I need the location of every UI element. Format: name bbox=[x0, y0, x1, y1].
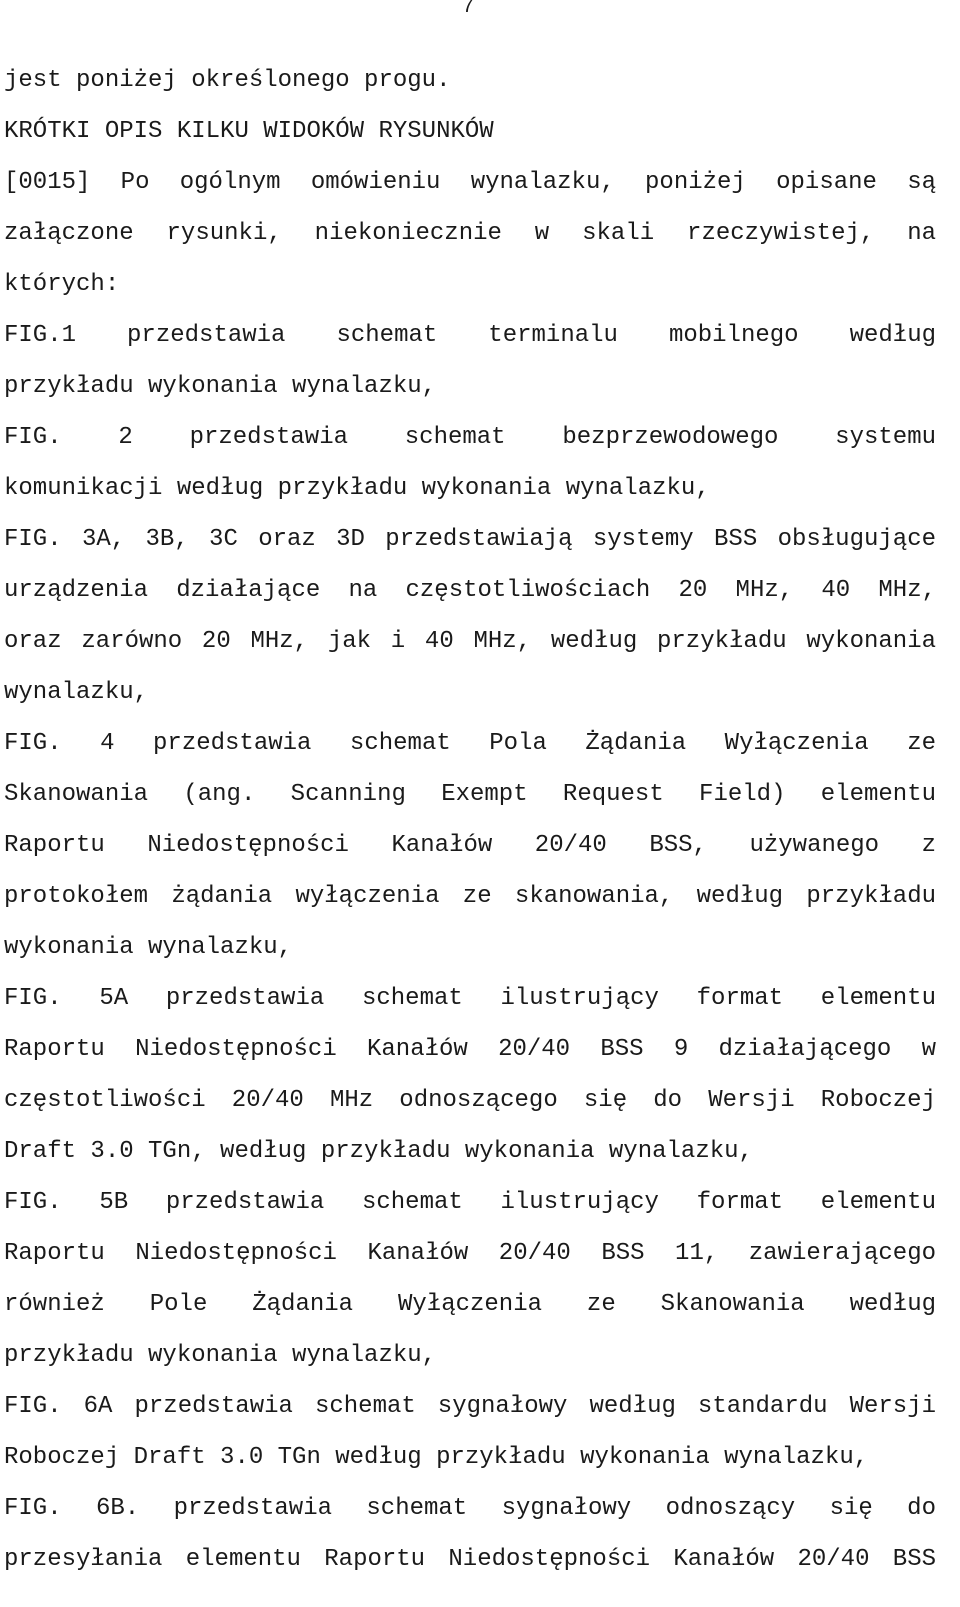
text-line: Raportu Niedostępności Kanałów 20/40 BSS, używanego z bbox=[4, 832, 936, 859]
text-line: przykładu wykonania wynalazku, bbox=[4, 373, 437, 400]
text-line: KRÓTKI OPIS KILKU WIDOKÓW RYSUNKÓW bbox=[4, 118, 494, 145]
text-line: wykonania wynalazku, bbox=[4, 934, 293, 961]
text-line: częstotliwości 20/40 MHz odnoszącego się do Wersji Roboczej bbox=[4, 1087, 936, 1114]
text-line: FIG. 5A przedstawia schemat ilustrujący format elementu bbox=[4, 985, 936, 1012]
text-line: FIG. 6B. przedstawia schemat sygnałowy odnoszący się do bbox=[4, 1495, 936, 1522]
text-line: komunikacji według przykładu wykonania wynalazku, bbox=[4, 475, 710, 502]
text-line: FIG.1 przedstawia schemat terminalu mobilnego według bbox=[4, 322, 936, 349]
text-line: Skanowania (ang. Scanning Exempt Request Field) elementu bbox=[4, 781, 936, 808]
text-line: również Pole Żądania Wyłączenia ze Skanowania według bbox=[4, 1291, 936, 1318]
text-line: oraz zarówno 20 MHz, jak i 40 MHz, według przykładu wykonania bbox=[4, 628, 936, 655]
text-line: których: bbox=[4, 271, 120, 298]
text-line: Raportu Niedostępności Kanałów 20/40 BSS 11, zawierającego bbox=[4, 1240, 936, 1267]
text-line: FIG. 3A, 3B, 3C oraz 3D przedstawiają systemy BSS obsługujące bbox=[4, 526, 936, 553]
text-line: protokołem żądania wyłączenia ze skanowania, według przykładu bbox=[4, 883, 936, 910]
text-line: urządzenia działające na częstotliwościach 20 MHz, 40 MHz, bbox=[4, 577, 936, 604]
text-line: FIG. 4 przedstawia schemat Pola Żądania Wyłączenia ze bbox=[4, 730, 936, 757]
text-line: FIG. 5B przedstawia schemat ilustrujący format elementu bbox=[4, 1189, 936, 1216]
text-line: wynalazku, bbox=[4, 679, 149, 706]
text-line: Draft 3.0 TGn, według przykładu wykonania wynalazku, bbox=[4, 1138, 753, 1165]
text-line: przykładu wykonania wynalazku, bbox=[4, 1342, 437, 1369]
text-line: jest poniżej określonego progu. bbox=[4, 67, 451, 94]
page-number: 7 bbox=[462, 0, 475, 19]
text-line: FIG. 2 przedstawia schemat bezprzewodowego systemu bbox=[4, 424, 936, 451]
text-line: FIG. 6A przedstawia schemat sygnałowy według standardu Wersji bbox=[4, 1393, 936, 1420]
text-line: Roboczej Draft 3.0 TGn według przykładu wykonania wynalazku, bbox=[4, 1444, 869, 1471]
text-line: Raportu Niedostępności Kanałów 20/40 BSS 9 działającego w bbox=[4, 1036, 936, 1063]
text-line: przesyłania elementu Raportu Niedostępności Kanałów 20/40 BSS bbox=[4, 1546, 936, 1573]
text-line: załączone rysunki, niekoniecznie w skali rzeczywistej, na bbox=[4, 220, 936, 247]
document-body bbox=[4, 55, 936, 1585]
text-line: [0015] Po ogólnym omówieniu wynalazku, poniżej opisane są bbox=[4, 169, 936, 196]
